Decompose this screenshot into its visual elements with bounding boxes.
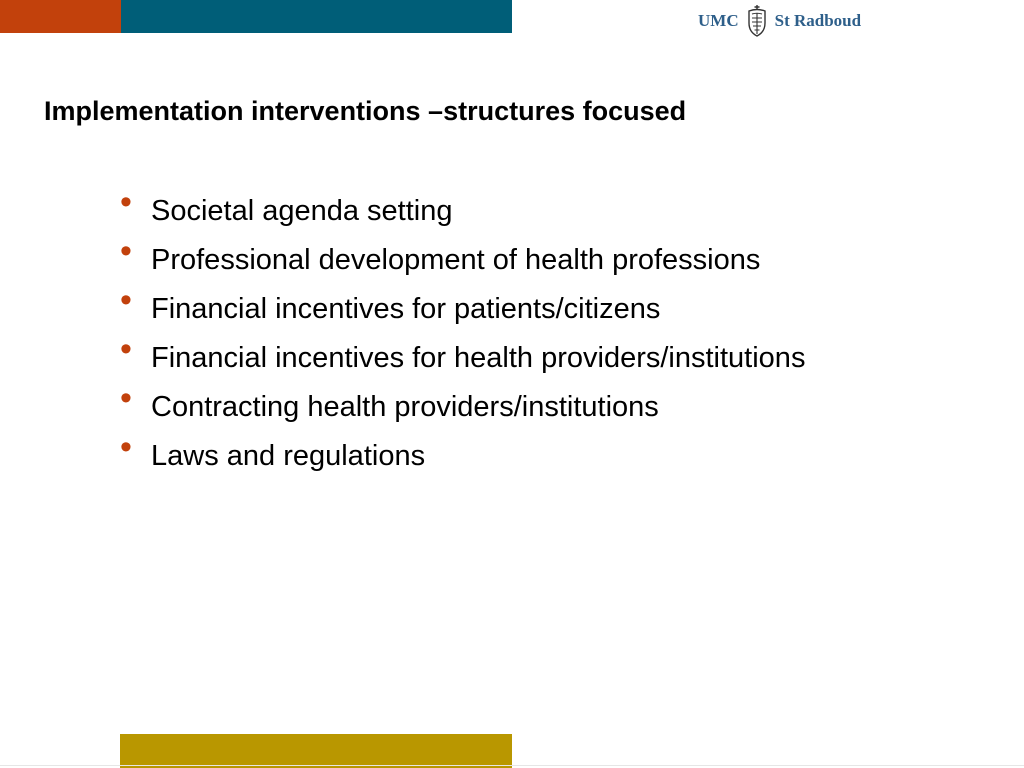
bottom-divider xyxy=(0,765,1024,766)
bullet-list xyxy=(120,183,806,486)
crest-icon xyxy=(744,4,770,38)
bullet-text: Laws and regulations xyxy=(151,440,426,472)
logo-umc-text: UMC xyxy=(698,11,739,30)
bullet-text: Contracting health providers/institutions xyxy=(151,391,659,423)
bullet-dot-icon: • xyxy=(120,330,132,368)
bullet-text: Professional development of health professions xyxy=(151,244,761,276)
top-accent-bar-orange xyxy=(0,0,121,33)
bullet-dot-icon: • xyxy=(120,428,132,466)
bullet-dot-icon: • xyxy=(120,281,132,319)
bullet-item xyxy=(120,330,806,388)
bullet-text: Societal agenda setting xyxy=(151,195,453,227)
bullet-dot-icon: • xyxy=(120,232,132,270)
bullet-dot-icon: • xyxy=(120,379,132,417)
bullet-item xyxy=(120,183,805,241)
bullet-dot-icon: • xyxy=(120,183,132,221)
bullet-item xyxy=(120,281,805,339)
bullet-item xyxy=(120,428,805,486)
umc-st-radboud-logo xyxy=(698,4,861,38)
bottom-accent-bar-gold xyxy=(120,734,512,768)
bullet-text: Financial incentives for patients/citizens xyxy=(151,293,661,325)
logo-st-radboud-text: St Radboud xyxy=(774,11,862,30)
bullet-item xyxy=(120,232,805,290)
slide-title: Implementation interventions –structures focused xyxy=(44,96,687,126)
bullet-item xyxy=(120,379,805,437)
bullet-text: Financial incentives for health providers/institutions xyxy=(151,342,806,374)
top-accent-bar-teal xyxy=(121,0,512,33)
